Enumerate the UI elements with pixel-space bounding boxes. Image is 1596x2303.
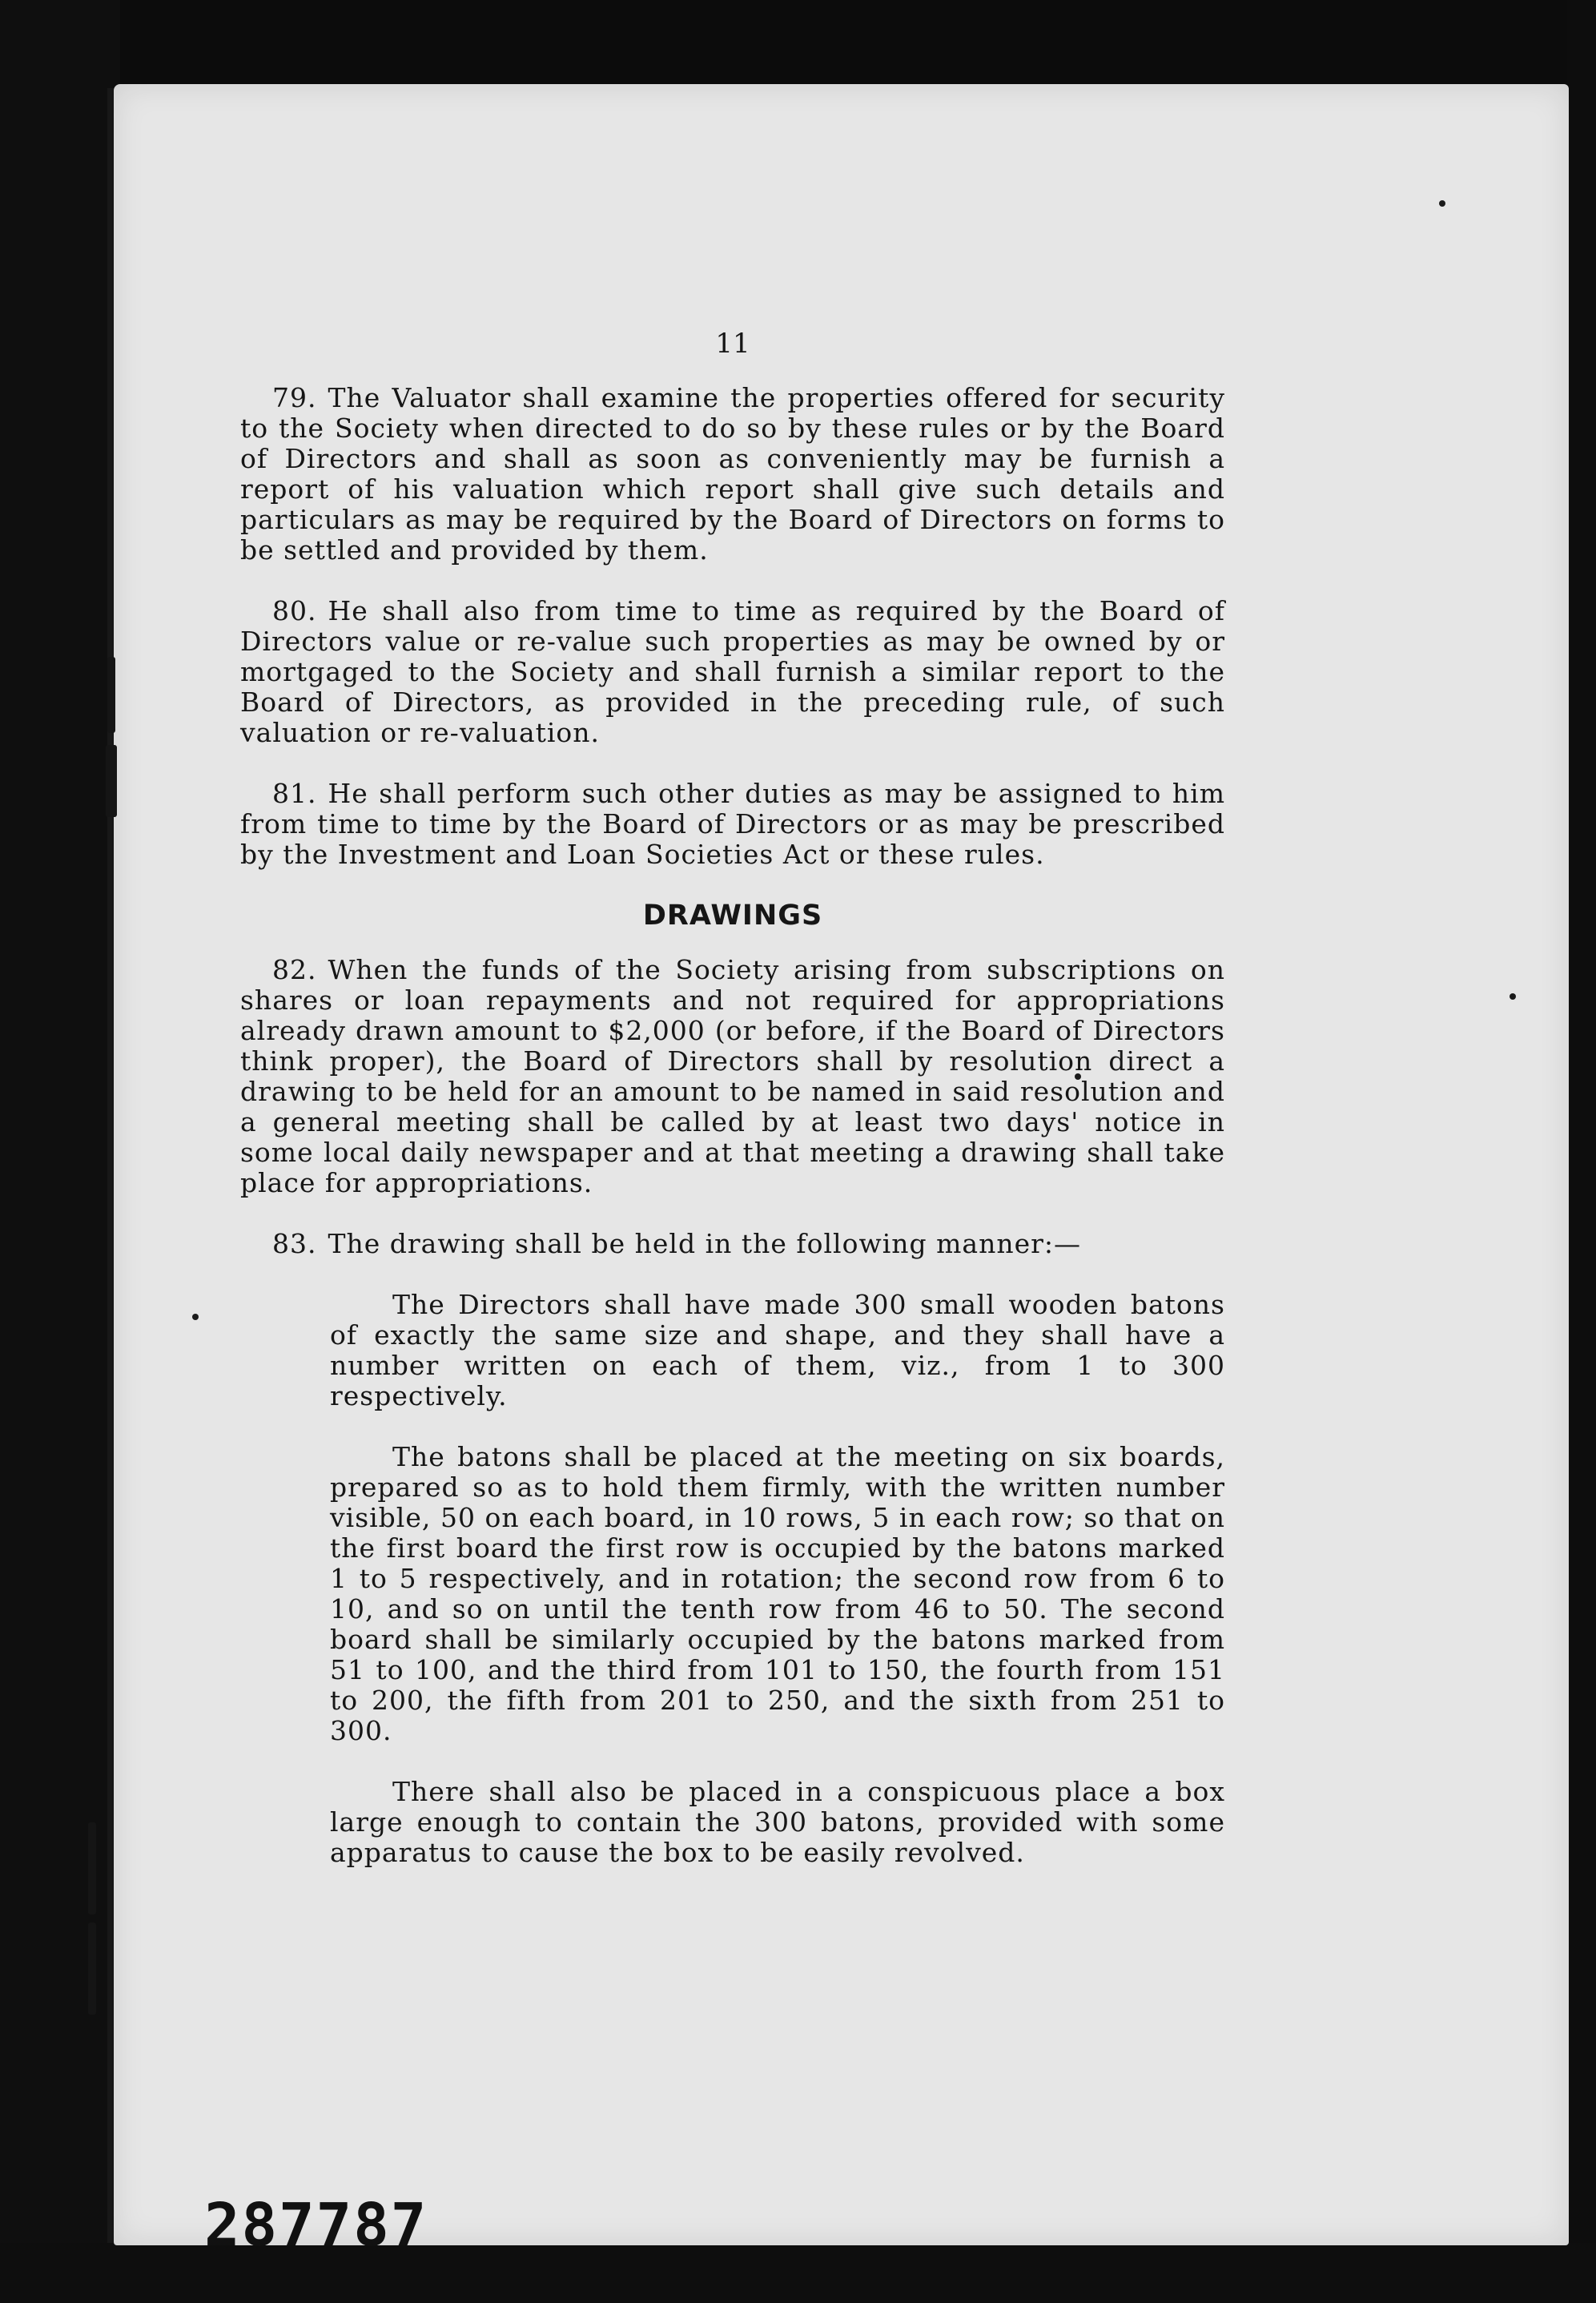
film-border-right bbox=[1567, 0, 1596, 2303]
rule-79 bbox=[240, 383, 1225, 566]
page-number: 11 bbox=[715, 328, 750, 360]
rule-81 bbox=[240, 779, 1225, 870]
sub-paragraph-boards: The batons shall be placed at the meeting on six boards, prepared so as to hold them firmly, with the written number visible, 50 on each board, in 10 rows, 5 in each row; so that on the first board the first row is occupied by the batons marked 1 to 5 respectively, and in rotation; the second row from 6 to 10, and so on until the tenth row from 46 to 50. The second board shall be similarly occupied by the batons marked from 51 to 100, and the third from 101 to 150, the fourth from 151 to 200, the fifth from 201 to 250, and the sixth from 251 to 300. bbox=[330, 1441, 1225, 1746]
binding-mark bbox=[88, 1822, 96, 1914]
document-body bbox=[240, 328, 1225, 1898]
rule-83 bbox=[240, 1229, 1225, 1259]
binding-mark bbox=[88, 1923, 96, 2015]
rule-number: 81. bbox=[272, 778, 317, 809]
rule-number: 80. bbox=[272, 595, 317, 626]
binding-mark bbox=[106, 745, 117, 817]
rule-number: 82. bbox=[272, 954, 317, 985]
dust-speck bbox=[192, 1314, 199, 1320]
rule-number: 79. bbox=[272, 382, 317, 413]
rule-text: He shall also from time to time as required by the Board of Directors value or re-value such properties as may be owned by or mortgaged to the Society and shall furnish a similar report to the Board of Directors, as provided in the preceding rule, of such valuation or re-valuation. bbox=[240, 595, 1225, 748]
archive-number-stamp: 287787 bbox=[204, 2191, 428, 2260]
dust-speck bbox=[1510, 993, 1516, 1000]
page-edge-shadow bbox=[107, 88, 113, 2243]
binding-mark bbox=[107, 657, 115, 733]
rule-82 bbox=[240, 955, 1225, 1198]
sub-paragraph-batons: The Directors shall have made 300 small wooden batons of exactly the same size and shape, and they shall have a number written on each of them, viz., from 1 to 300 respectively. bbox=[330, 1289, 1225, 1411]
film-border-top bbox=[0, 0, 1596, 88]
sub-paragraph-box: There shall also be placed in a conspicuous place a box large enough to contain the 300 batons, provided with some apparatus to cause the box to be easily revolved. bbox=[330, 1776, 1225, 1868]
rule-text: When the funds of the Society arising from subscriptions on shares or loan repayments and not required for appropriations already drawn amount to $2,000 (or before, if the Board of Directors think proper), the Board of Directors shall by resolution direct a drawing to be held for an amount to be named in said resolution and a general meeting shall be called by at least two days' notice in some local daily newspaper and at that meeting a drawing shall take place for appropriations. bbox=[240, 954, 1225, 1198]
rule-text: The drawing shall be held in the following manner:— bbox=[328, 1228, 1082, 1259]
film-border-left bbox=[0, 0, 120, 2303]
dust-speck bbox=[1439, 200, 1445, 207]
section-heading: DRAWINGS bbox=[642, 900, 823, 932]
rule-80 bbox=[240, 596, 1225, 748]
rule-text: The Valuator shall examine the properties offered for security to the Society when directed to do so by these rules or by the Board of Directors and shall as soon as conveniently may be furnish a report of his valuation which report shall give such details and particulars as may be required by the Board of Directors on forms to be settled and provided by them. bbox=[240, 382, 1225, 566]
rule-text: He shall perform such other duties as may be assigned to him from time to time by the Board of Directors or as may be prescribed by the Investment and Loan Societies Act or these rules. bbox=[240, 778, 1225, 870]
rule-number: 83. bbox=[272, 1228, 317, 1259]
